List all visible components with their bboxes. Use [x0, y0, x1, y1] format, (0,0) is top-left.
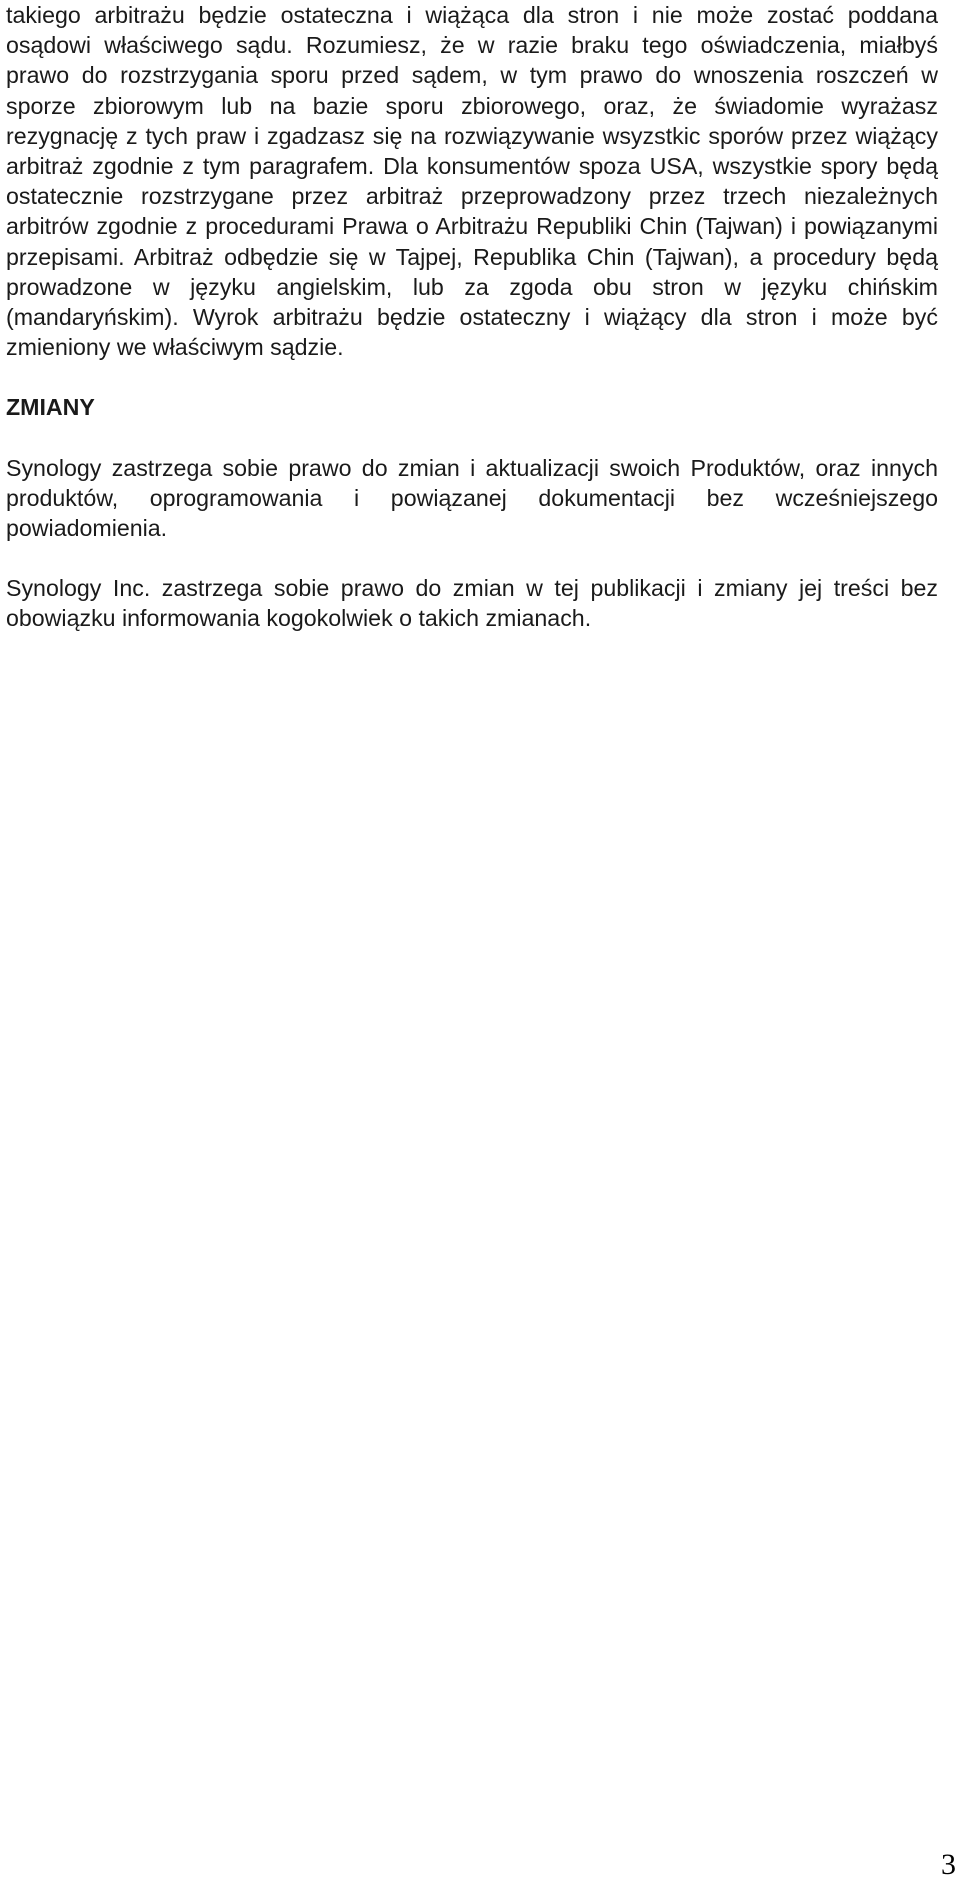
arbitration-paragraph: takiego arbitrażu będzie ostateczna i wiążąca dla stron i nie może zostać poddana osądowi właściwego sądu. Rozumiesz, że w razie braku tego oświadczenia, miałbyś prawo do rozstrzygania sporu przed sądem, w tym prawo do wnoszenia roszczeń w sporze zbiorowym lub na bazie sporu zbiorowego, oraz, że świadomie wyrażasz rezygnację z tych praw i zgadzasz się na rozwiązywanie wsyzstkic sporów przez wiążący arbitraż zgodnie z tym paragrafem. Dla konsumentów spoza USA, wszystkie spory będą ostatecznie rozstrzygane przez arbitraż przeprowadzony przez trzech niezależnych arbitrów zgodnie z procedurami Prawa o Arbitrażu Republiki Chin (Tajwan) i powiązanymi przepisami. Arbitraż odbędzie się w Tajpej, Republika Chin (Tajwan), a procedury będą prowadzone w języku angielskim, lub za zgoda obu stron w języku chińskim (mandaryńskim). Wyrok arbitrażu będzie ostateczny i wiążący dla stron i może być zmieniony we właściwym sądzie.: [6, 2, 938, 361]
page-number: 3: [941, 1848, 956, 1881]
document-body: [6, 0, 938, 634]
publication-changes-paragraph: Synology Inc. zastrzega sobie prawo do zmian w tej publikacji i zmiany jej treści bez obowiązku informowania kogokolwiek o takich zmianach.: [6, 575, 938, 632]
changes-paragraph: Synology zastrzega sobie prawo do zmian i aktualizacji swoich Produktów, oraz innych produktów, oprogramowania i powiązanej dokumentacji bez wcześniejszego powiadomienia.: [6, 454, 938, 542]
section-heading-changes: ZMIANY: [6, 394, 95, 421]
